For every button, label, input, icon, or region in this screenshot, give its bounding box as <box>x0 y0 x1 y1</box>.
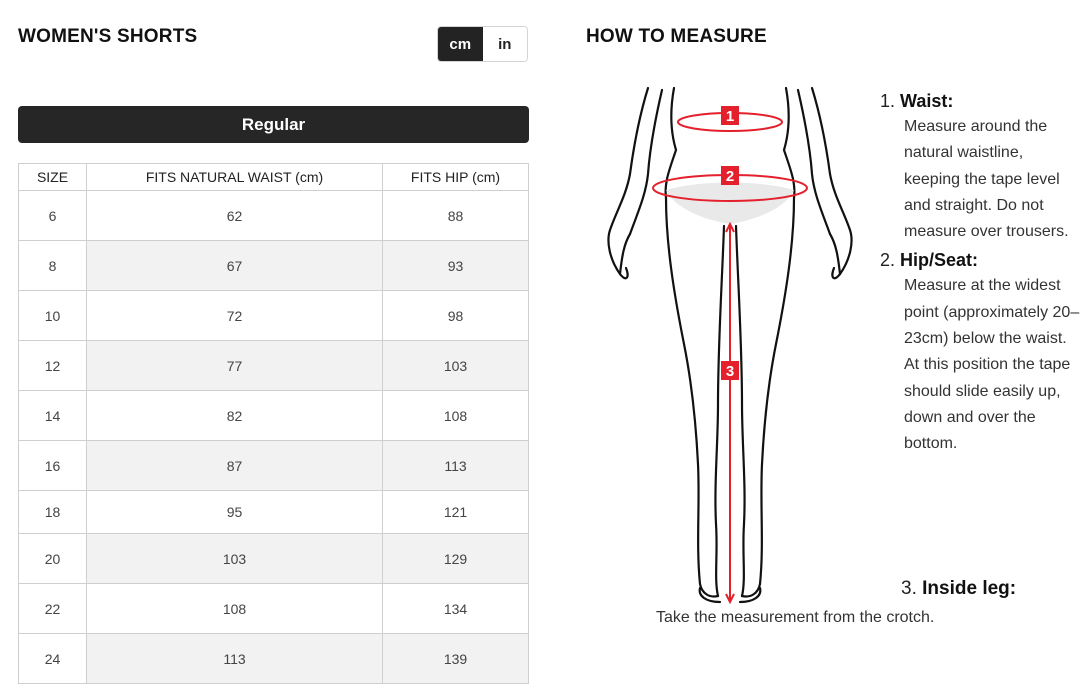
cell-size: 12 <box>19 341 87 391</box>
cell-hip: 103 <box>383 341 529 391</box>
cell-waist: 87 <box>87 441 383 491</box>
col-header-waist: FITS NATURAL WAIST (cm) <box>87 164 383 191</box>
unit-in-button[interactable]: in <box>483 27 528 61</box>
cell-hip: 108 <box>383 391 529 441</box>
unit-toggle <box>437 26 528 62</box>
marker-3 <box>721 361 739 380</box>
col-header-size: SIZE <box>19 164 87 191</box>
cell-hip: 134 <box>383 584 529 634</box>
cell-size: 6 <box>19 191 87 241</box>
table-row <box>19 634 529 684</box>
table-header-row <box>19 164 529 191</box>
cell-waist: 77 <box>87 341 383 391</box>
cell-waist: 62 <box>87 191 383 241</box>
svg-text:1: 1 <box>725 108 735 125</box>
step-2-heading <box>880 247 1080 273</box>
cell-waist: 108 <box>87 584 383 634</box>
step-3-number: 3. <box>901 578 917 599</box>
table-row <box>19 341 529 391</box>
svg-text:2: 2 <box>725 168 735 185</box>
table-row <box>19 441 529 491</box>
cell-size: 8 <box>19 241 87 291</box>
cell-hip: 129 <box>383 534 529 584</box>
page-title: WOMEN'S SHORTS <box>18 26 198 47</box>
step-1-name: Waist: <box>900 91 954 111</box>
table-row <box>19 491 529 534</box>
cell-size: 24 <box>19 634 87 684</box>
marker-2 <box>721 166 739 185</box>
tab-regular[interactable]: Regular <box>18 106 529 143</box>
marker-1 <box>721 106 739 125</box>
how-to-measure-title: HOW TO MEASURE <box>586 26 767 47</box>
step-1-number: 1. <box>880 91 896 111</box>
cell-waist: 82 <box>87 391 383 441</box>
step-2-number: 2. <box>880 250 896 271</box>
cell-hip: 98 <box>383 291 529 341</box>
cell-waist: 95 <box>87 491 383 534</box>
step-1-text: Measure around the natural waistline, keeping the tape level and straight. Do not measure over trousers. <box>904 118 1069 241</box>
cell-hip: 93 <box>383 241 529 291</box>
size-table <box>18 163 529 684</box>
step-2-text: Measure at the widest point (approximately 20–23cm) below the waist. At this position the tape should slide easily up, down and over the bottom. <box>904 277 1080 453</box>
body-figure-illustration <box>600 84 860 608</box>
col-header-hip: FITS HIP (cm) <box>383 164 529 191</box>
step-3-heading <box>901 578 1016 600</box>
cell-size: 14 <box>19 391 87 441</box>
measure-steps <box>880 88 1080 460</box>
cell-size: 16 <box>19 441 87 491</box>
table-row <box>19 291 529 341</box>
table-row <box>19 391 529 441</box>
step-2-name: Hip/Seat: <box>900 250 979 271</box>
cell-size: 10 <box>19 291 87 341</box>
cell-hip: 88 <box>383 191 529 241</box>
cell-size: 22 <box>19 584 87 634</box>
table-row <box>19 534 529 584</box>
cell-size: 18 <box>19 491 87 534</box>
table-row <box>19 241 529 291</box>
table-row <box>19 191 529 241</box>
table-row <box>19 584 529 634</box>
cell-hip: 121 <box>383 491 529 534</box>
cell-hip: 113 <box>383 441 529 491</box>
cell-hip: 139 <box>383 634 529 684</box>
step-3-text: Take the measurement from the crotch. <box>656 609 935 626</box>
cell-waist: 113 <box>87 634 383 684</box>
cell-waist: 72 <box>87 291 383 341</box>
step-3-name: Inside leg: <box>922 578 1017 599</box>
cell-waist: 67 <box>87 241 383 291</box>
step-1-heading <box>880 88 1080 114</box>
svg-text:3: 3 <box>725 363 735 380</box>
cell-waist: 103 <box>87 534 383 584</box>
unit-cm-button[interactable]: cm <box>438 27 483 61</box>
cell-size: 20 <box>19 534 87 584</box>
